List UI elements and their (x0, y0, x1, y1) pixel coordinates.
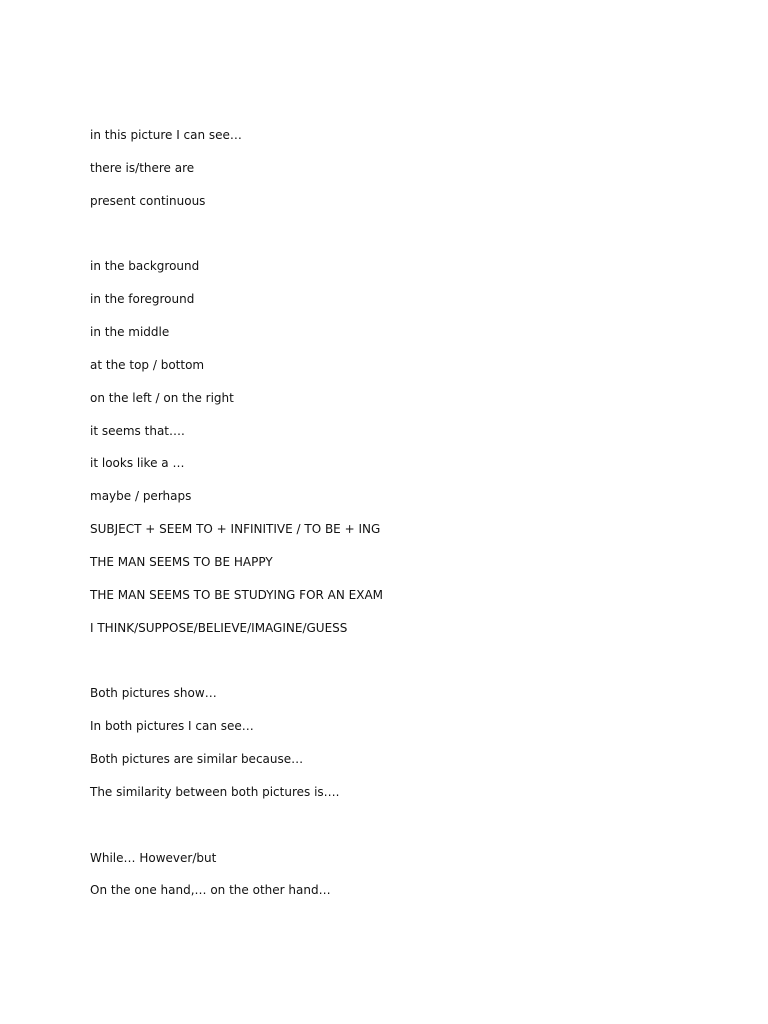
text-line: it seems that…. (90, 423, 185, 438)
text-line: in the middle (90, 325, 170, 340)
text-line: at the top / bottom (90, 357, 205, 372)
blank-line (90, 652, 710, 685)
text-line: THE MAN SEEMS TO BE STUDYING FOR AN EXAM (90, 587, 384, 602)
text-line: in the foreground (90, 292, 195, 307)
text-line: In both pictures I can see… (90, 719, 254, 734)
text-line: Both pictures are similar because… (90, 752, 304, 767)
text-line: I THINK/SUPPOSE/BELIEVE/IMAGINE/GUESS (90, 620, 348, 635)
text-line: it looks like a … (90, 456, 185, 471)
text-line: THE MAN SEEMS TO BE HAPPY (90, 554, 273, 569)
text-line: in the background (90, 259, 200, 274)
blank-line (90, 816, 710, 849)
blank-line (90, 225, 710, 258)
text-line: present continuous (90, 193, 206, 208)
text-line: While… However/but (90, 850, 217, 865)
text-line: on the left / on the right (90, 390, 234, 405)
text-line: On the one hand,… on the other hand… (90, 883, 331, 898)
text-line: Both pictures show… (90, 686, 217, 701)
document-body (90, 126, 710, 914)
text-line: there is/there are (90, 160, 195, 175)
text-line: The similarity between both pictures is…. (90, 784, 340, 799)
text-line: SUBJECT + SEEM TO + INFINITIVE / TO BE + ING (90, 522, 381, 537)
text-line: in this picture I can see… (90, 128, 242, 142)
text-line: maybe / perhaps (90, 489, 192, 504)
